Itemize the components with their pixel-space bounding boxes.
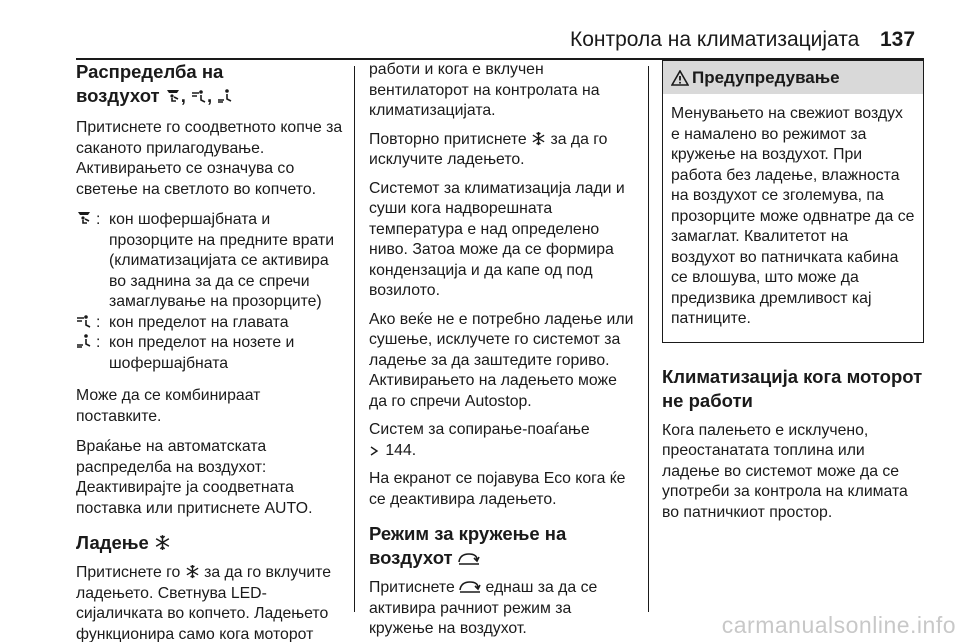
column-2	[369, 60, 637, 640]
recirculation-text: Притиснете еднаш за да се активира рачниот режим за кружење на воздухот.	[369, 579, 598, 637]
warning-title: Предупредување	[692, 67, 840, 87]
paragraph: Систем за сопирање-поаѓање 144.	[369, 421, 590, 459]
engine-off-heading: Климатизација кога моторот не работи	[662, 365, 923, 411]
page-reference[interactable]: 144	[385, 441, 412, 459]
warning-text: Менувањето на свежиот воздух е намалено во режимот за кружење на воздухот. При работа без ладење, влажноста на воздухот се зголемува, па прозорците може одвнатре да се замаглат. Квалитетот на воздухот во патничката кабина се влошува, што може да предизвика дремливост кај патниците.	[671, 105, 915, 327]
paragraph: Ако веќе не е потребно ладење или сушење, исклучете го системот за ладење за да заштедите гориво. Активирањето на ладењето може да го спречи Autostop.	[369, 310, 634, 410]
auto-key: AUTO	[264, 499, 309, 517]
air-distribution-list	[76, 210, 346, 374]
page-title: Контрола на климатизацијата	[570, 28, 860, 51]
air-feet-icon	[76, 333, 92, 349]
warning-header	[663, 61, 923, 94]
recirculation-icon	[459, 580, 481, 594]
snowflake-icon	[531, 131, 546, 146]
snowflake-icon	[185, 564, 200, 579]
cooling-heading: Ладење	[76, 531, 346, 555]
engine-off-text: Кога палењето е исклучено, преостанатата топлина или ладење во системот може да се употреби за контрола на климата во патничкиот простор.	[662, 421, 908, 521]
eco-label: Eco	[543, 470, 571, 487]
combine-text: Може да се комбинираат поставките.	[76, 387, 261, 425]
page-header	[0, 27, 960, 57]
air-feet-icon	[217, 88, 233, 104]
air-head-icon	[191, 88, 207, 104]
watermark: carmanualsonline.info	[721, 612, 956, 638]
auto-distribution-text: Враќање на автоматската распределба на воздухот: Деактивирајте ја соодветната поставка или притиснете AUTO.	[76, 438, 313, 517]
column-3	[662, 60, 924, 523]
air-distribution-heading: Распределба на воздухот , ,	[76, 60, 346, 108]
warning-triangle-icon	[671, 70, 689, 86]
paragraph: Системот за климатизација лади и суши кога надворешната температура е над определено ниво. Затоа може да се формира кондензација и да капе од под возилото.	[369, 179, 625, 299]
page-number: 137	[880, 28, 916, 51]
cooling-text: Притиснете го за да го вклучите ладењето. Светнува LED-сијаличката во копчето. Ладењето функционира само кога моторот	[76, 564, 332, 642]
column-1	[76, 60, 346, 642]
warning-box	[662, 60, 924, 343]
paragraph: Повторно притиснете за да го исклучите ладењето.	[369, 130, 608, 168]
recirculation-icon	[458, 552, 480, 566]
column-divider-2	[648, 66, 649, 612]
list-item: : кон пределот на нозете и шофершајбната	[76, 333, 346, 374]
paragraph: На екранот се појавува Eco кога ќе се деактивира ладењето.	[369, 470, 626, 508]
air-windows-feet-icon	[165, 88, 181, 104]
list-item: : кон шофершајбната и прозорците на предните врати (климатизацијата се активира во заднина за да се спречи замаглување на прозорците)	[76, 210, 346, 313]
list-item: : кон пределот на главата	[76, 313, 346, 334]
recirculation-heading: Режим за кружење на воздухот	[369, 523, 567, 568]
air-head-icon	[76, 313, 92, 329]
column-divider-1	[354, 66, 355, 612]
air-distribution-intro: Притиснете го соодветното копче за саканото прилагодување. Активирањето се означува со светење на светлото во копчето.	[76, 119, 343, 198]
snowflake-icon	[154, 534, 171, 551]
air-windows-feet-icon	[76, 210, 92, 226]
page-reference-icon	[369, 445, 381, 457]
paragraph: работи и кога е вклучен вентилаторот на контролата на климатизацијата.	[369, 61, 600, 119]
